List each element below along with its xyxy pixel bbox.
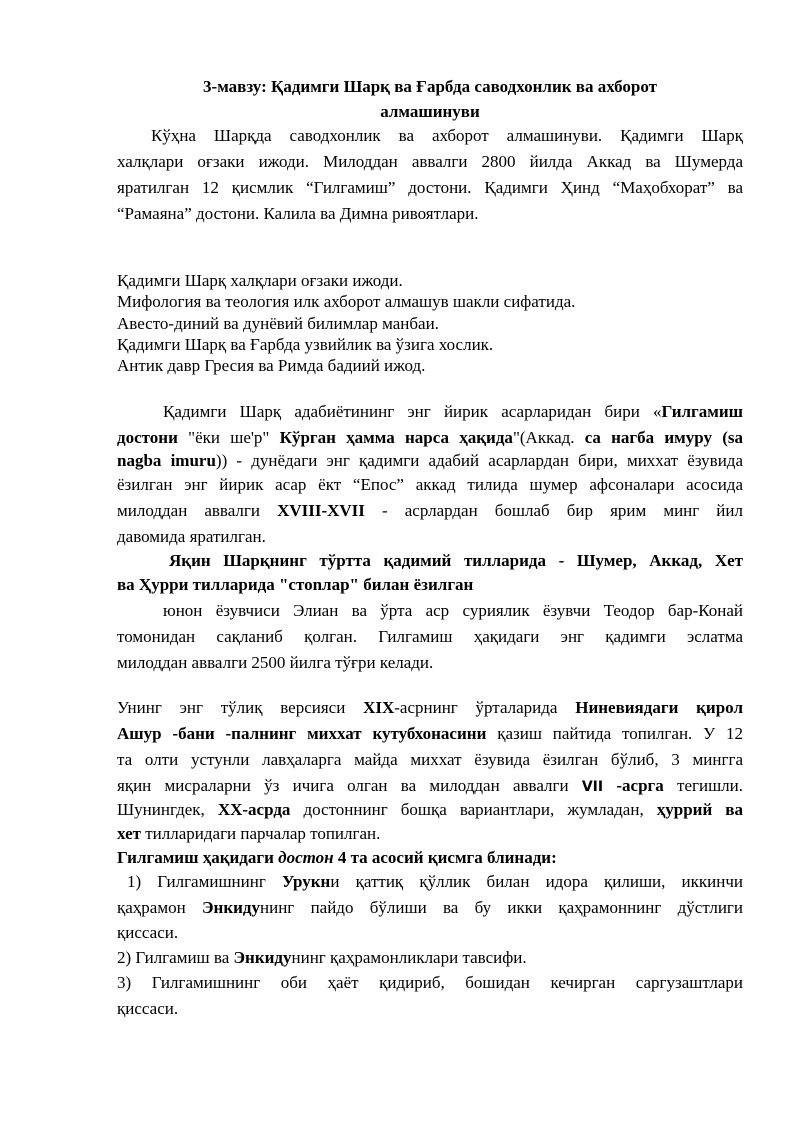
text-run: 2) Гилгамиш ва	[117, 948, 234, 967]
topic-item: Мифология ва теология илк ахборот алмашув шакли сифатида.	[117, 292, 576, 311]
bold-run: Гилгамиш	[661, 402, 743, 421]
bold-run: nagba imuru	[117, 451, 216, 470]
paragraph-2-line: юнон ёзувчиси Элиан ва ўрта аср суриялик ёзувчи Теодор бар-Конай	[163, 601, 743, 620]
intro-line: “Рамаяна” достони. Калила ва Димна ривоятлари.	[117, 204, 479, 223]
paragraph-1-line: ёзилган энг йирик асар ёкт “Епос” аккад тилида шумер афсоналари асосида	[117, 475, 743, 494]
text-run: қазиш пайтида топилган. У 12	[486, 724, 743, 743]
bold-run: XVIII-XVII	[277, 501, 365, 520]
bold-run: Кўрган ҳамма нарса ҳақида	[279, 428, 513, 447]
text-run: )) - дунёдаги энг қадимги адабий асарлардан бири, миххат ёзувида	[215, 451, 743, 470]
paragraph-3-line	[117, 822, 743, 846]
text-run: Қадимги Шарқ адабиётининг энг йирик асарларидан бири «	[163, 402, 662, 421]
paragraph-1-line: давомида яратилган.	[117, 527, 266, 546]
bold-run: Энкиду	[202, 898, 261, 917]
text-run: қаҳрамон	[117, 898, 202, 917]
text-run: достоннинг бошқа вариантлари, жумладан,	[290, 800, 657, 819]
text-run: - асрлардан бошлаб бир ярим минг йил	[364, 501, 743, 520]
paragraph-1-line	[117, 426, 743, 450]
topic-item: Авесто-диний ва дунёвий билимлар манбаи.	[117, 314, 439, 333]
paragraph-3-line	[117, 798, 743, 822]
text-run: тегишли.	[663, 776, 743, 795]
list-item-1-line: қиссаси.	[117, 923, 179, 942]
section-heading: ва Ҳурри тилларида "стоnлар" билан ёзилган	[117, 575, 474, 594]
title-line-2: алмашинуви	[380, 102, 480, 121]
paragraph-2-line: милоддан аввалги 2500 йилга тўғри келади.	[117, 653, 434, 672]
text-run: 1) Гилгамишнинг	[127, 872, 282, 891]
text-run: милоддан аввалги	[117, 501, 278, 520]
section-heading	[117, 846, 743, 870]
text-run: нинг пайдо бўлиши ва бу икки қаҳрамоннинг дўстлиги	[260, 898, 743, 917]
paragraph-3-line: та олти устунли лавҳаларга майда миххат ёзувида ёзилган бўлиб, 3 мингга	[117, 750, 743, 769]
topic-item: Қадимги Шарқ халқлари оғзаки ижоди.	[117, 271, 403, 290]
bold-italic-run: достон	[278, 848, 334, 867]
paragraph-1-line	[117, 449, 743, 473]
bold-run: хет	[117, 824, 141, 843]
list-item-1-line	[117, 896, 743, 920]
bold-run: Энкиду	[233, 948, 292, 967]
page-title	[117, 74, 743, 124]
paragraph-1-line	[117, 400, 743, 424]
intro-line: Кўҳна Шарқда саводхонлик ва ахборот алмашинуви. Қадимги Шарқ	[151, 126, 743, 145]
bold-run: XX-асрда	[217, 800, 291, 819]
bold-run: Ниневиядаги қирол	[575, 698, 743, 717]
bold-run: достони	[117, 428, 178, 447]
text-run: Шунингдек,	[117, 800, 218, 819]
list-item-3-line: қиссаси.	[117, 999, 179, 1018]
intro-line: халқлари оғзаки ижоди. Милоддан аввалги 2800 йилда Аккад ва Шумерда	[117, 152, 743, 171]
bold-run: Гилгамиш ҳақидаги	[117, 848, 279, 867]
text-run: "(Аккад.	[512, 428, 585, 447]
text-run: тилларидаги парчалар топилган.	[140, 824, 381, 843]
section-heading: Яқин Шарқнинг тўртта қадимий тилларида - Шумер, Аккад, Хет	[169, 551, 743, 570]
bold-run: -асрга	[603, 776, 664, 795]
list-item-1-line	[117, 870, 743, 894]
bold-run: XIX	[363, 698, 395, 717]
paragraph-1-line	[117, 499, 743, 523]
title-line-1: 3-мавзу: Қадимги Шарқ ва Ғарбда саводхонлик ва ахборот	[203, 77, 657, 96]
bold-run: ҳуррий ва	[656, 800, 743, 819]
bold-run: 4 та асосий қисмга блинади:	[333, 848, 557, 867]
bold-run: VII	[581, 779, 604, 795]
bold-run: Ашур -бани -палнинг миххат кутубхонасини	[117, 724, 487, 743]
text-run: нинг қаҳрамонликлари тавсифи.	[291, 948, 527, 967]
paragraph-3-line	[117, 722, 743, 746]
paragraph-2-line: томонидан сақланиб қолган. Гилгамиш ҳақидаги энг қадимги эслатма	[117, 627, 743, 646]
text-run: яқин мисраларни ўз ичига олган ва милоддан аввалги	[117, 776, 582, 795]
topic-item: Антик давр Гресия ва Римда бадиий ижод.	[117, 356, 426, 375]
bold-run: ca нагба имуру (sa	[584, 428, 743, 447]
paragraph-3-line	[117, 696, 743, 720]
intro-line: яратилган 12 қисмлик “Гилгамиш” достони. Қадимги Ҳинд “Маҳобхорат” ва	[117, 178, 743, 197]
list-item-2	[117, 946, 743, 970]
text-run: -асрнинг ўрталарида	[394, 698, 576, 717]
list-item-3-line: 3) Гилгамишнинг оби ҳаёт қидириб, бошидан кечирган саргузаштлари	[117, 973, 743, 992]
bold-run: Урукн	[281, 872, 331, 891]
paragraph-3-line	[117, 774, 743, 799]
text-run: Унинг энг тўлиқ версияси	[117, 698, 364, 717]
text-run: и қаттиқ қўллик билан идора қилиши, иккинчи	[330, 872, 743, 891]
text-run: "ёки ше'р"	[177, 428, 280, 447]
topic-item: Қадимги Шарқ ва Ғарбда узвийлик ва ўзига хослик.	[117, 335, 494, 354]
